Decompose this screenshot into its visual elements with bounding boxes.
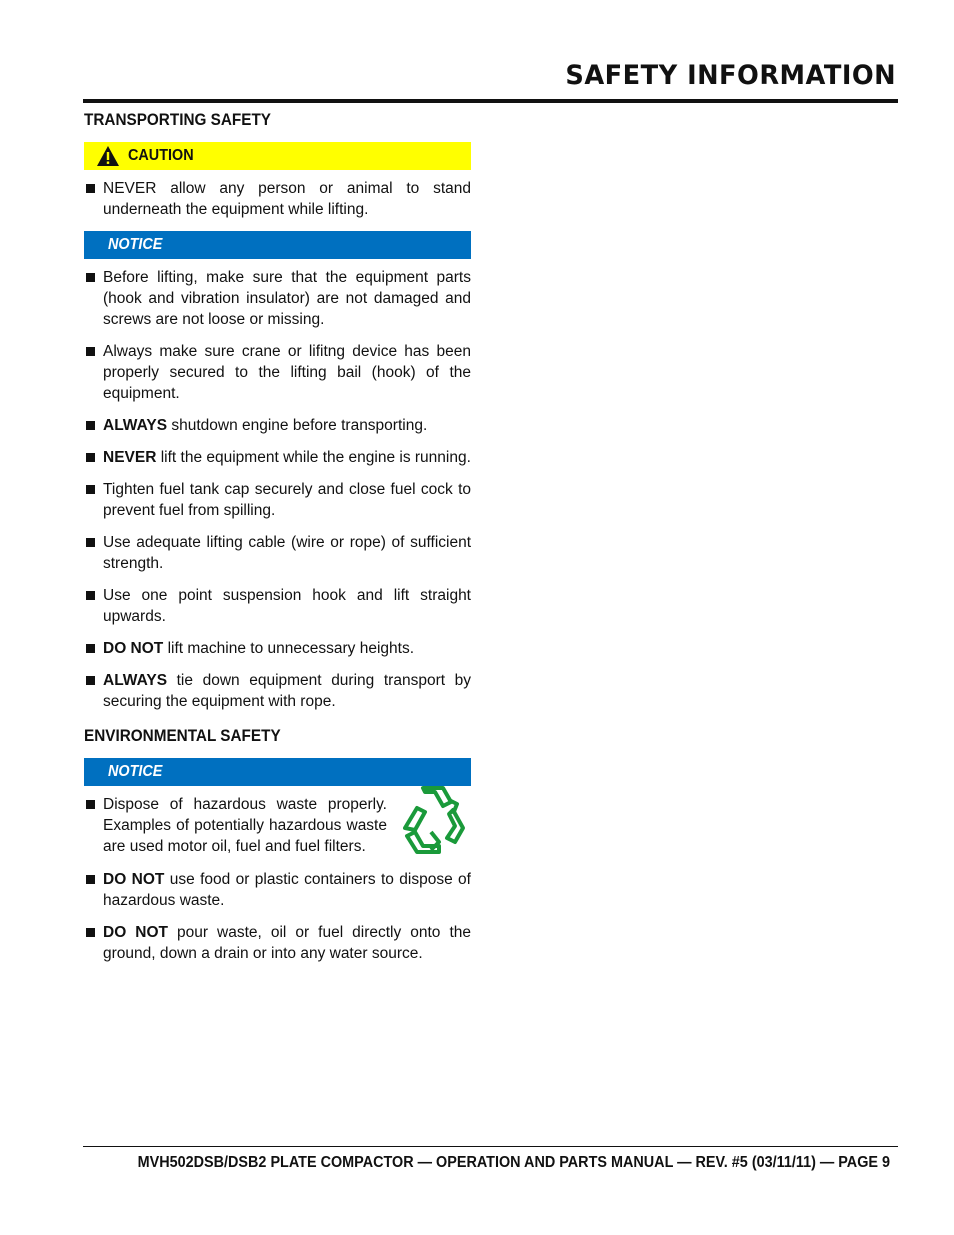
list-item: [84, 341, 471, 404]
bullet-square-icon: [86, 421, 95, 430]
list-item-text: Dispose of hazardous waste properly. Examples of potentially hazardous waste are used motor oil, fuel and fuel filters.: [103, 796, 387, 855]
list-item: [84, 267, 471, 330]
caution-bar: [84, 142, 471, 170]
bullet-square-icon: [86, 347, 95, 356]
bullet-square-icon: [86, 591, 95, 600]
bullet-square-icon: [86, 273, 95, 282]
notice-bar: [84, 231, 471, 259]
footer-rule: [83, 1146, 898, 1147]
list-item-text: Always make sure crane or lifitng device has been properly secured to the lifting bail (hook) of the equipment.: [103, 343, 471, 402]
list-item: [84, 794, 471, 858]
list-item: [84, 447, 471, 468]
list-item-text: NEVER allow any person or animal to stand underneath the equipment while lifting.: [103, 180, 471, 218]
bullet-square-icon: [86, 453, 95, 462]
title-rule: [83, 99, 898, 103]
notice-label: NOTICE: [108, 763, 163, 780]
list-item: [84, 585, 471, 627]
list-item-text: Use adequate lifting cable (wire or rope) of sufficient strength.: [103, 534, 471, 572]
bullet-square-icon: [86, 800, 95, 809]
list-item: [84, 479, 471, 521]
list-item: [84, 638, 471, 659]
main-column: [84, 110, 471, 975]
page-footer: MVH502DSB/DSB2 PLATE COMPACTOR — OPERATION AND PARTS MANUAL — REV. #5 (03/11/11) — PAGE 9: [137, 1154, 890, 1171]
bullet-square-icon: [86, 928, 95, 937]
list-item-text: Tighten fuel tank cap securely and close fuel cock to prevent fuel from spilling.: [103, 481, 471, 519]
caution-label: CAUTION: [128, 147, 194, 164]
list-item: [84, 415, 471, 436]
list-item: [84, 178, 471, 220]
recycle-icon: [395, 782, 471, 858]
list-item-text: Use one point suspension hook and lift straight upwards.: [103, 587, 471, 625]
bullet-square-icon: [86, 485, 95, 494]
list-item-text: Before lifting, make sure that the equipment parts (hook and vibration insulator) are not damaged and screws are not loose or missing.: [103, 269, 471, 328]
transporting-safety-heading: TRANSPORTING SAFETY: [84, 110, 272, 129]
page-title: SAFETY INFORMATION: [565, 60, 896, 91]
bullet-square-icon: [86, 644, 95, 653]
bullet-square-icon: [86, 538, 95, 547]
list-item: [84, 532, 471, 574]
list-item-text: NEVER lift the equipment while the engine is running.: [103, 449, 471, 466]
list-item: [84, 922, 471, 964]
bullet-square-icon: [86, 184, 95, 193]
list-item-text: ALWAYS shutdown engine before transporting.: [103, 417, 428, 434]
list-item-text: DO NOT use food or plastic containers to dispose of hazardous waste.: [103, 871, 471, 909]
warning-triangle-icon: [96, 145, 120, 167]
list-item: [84, 670, 471, 712]
bullet-square-icon: [86, 875, 95, 884]
bullet-square-icon: [86, 676, 95, 685]
environmental-safety-heading: ENVIRONMENTAL SAFETY: [84, 726, 281, 745]
list-item: [84, 869, 471, 911]
list-item-text: DO NOT lift machine to unnecessary heights.: [103, 640, 414, 657]
notice-label: NOTICE: [108, 236, 163, 253]
list-item-text: DO NOT pour waste, oil or fuel directly onto the ground, down a drain or into any water source.: [103, 924, 471, 962]
list-item-text: ALWAYS tie down equipment during transport by securing the equipment with rope.: [103, 672, 471, 710]
